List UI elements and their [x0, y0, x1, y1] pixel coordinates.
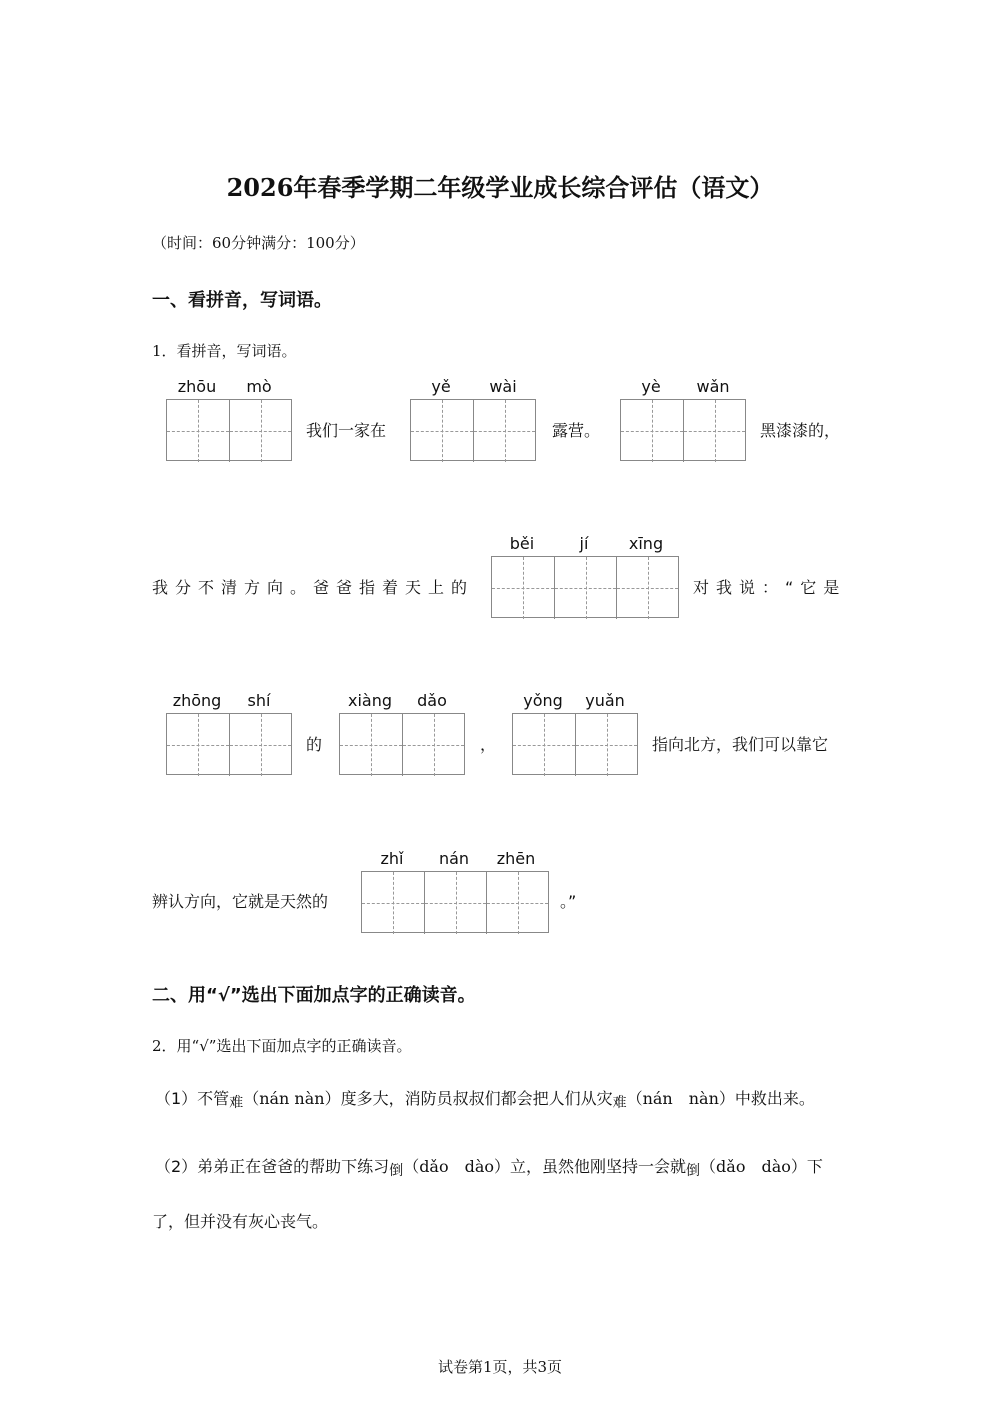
passage-text: 辨认方向，它就是天然的	[152, 892, 329, 911]
writing-cell[interactable]	[229, 400, 291, 462]
section-2-heading: 二、用“√”选出下面加点字的正确读音。	[152, 985, 476, 1006]
section-1-heading: 一、看拼音，写词语。	[152, 290, 332, 311]
writing-cell[interactable]	[486, 872, 548, 934]
writing-cell[interactable]	[683, 400, 745, 462]
question-2-item-1	[155, 1086, 815, 1109]
pinyin: zhǐ	[380, 849, 404, 868]
passage-text: 黑漆漆的，	[760, 421, 841, 440]
pinyin: yè	[641, 377, 661, 396]
pinyin: zhōu	[177, 377, 217, 396]
dotted-char: 难	[612, 1095, 627, 1111]
pinyin: mò	[246, 377, 272, 396]
pinyin: nán	[438, 849, 470, 868]
answer-box-yewai[interactable]	[410, 399, 536, 461]
item-text: （dǎo dào）立，虽然他刚坚持一会就	[403, 1157, 687, 1176]
pinyin: wǎn	[696, 377, 730, 396]
passage-text: ，	[480, 735, 497, 754]
pinyin: běi	[509, 534, 535, 553]
answer-box-zhongshi[interactable]	[166, 713, 292, 775]
writing-cell[interactable]	[411, 400, 473, 462]
pinyin: yě	[431, 377, 451, 396]
pinyin: shí	[247, 691, 271, 710]
dotted-char: 倒	[389, 1163, 404, 1179]
writing-cell[interactable]	[402, 714, 464, 776]
passage-text: 指向北方，我们可以靠它	[652, 735, 829, 754]
pinyin: dǎo	[417, 691, 447, 710]
item-text: （2）弟弟正在爸爸的帮助下练习	[155, 1157, 390, 1176]
item-text: （1）不管	[155, 1089, 230, 1108]
writing-cell[interactable]	[513, 714, 575, 776]
writing-cell[interactable]	[362, 872, 424, 934]
writing-cell[interactable]	[229, 714, 291, 776]
pinyin: jí	[579, 534, 589, 553]
passage-text: 。”	[560, 892, 577, 911]
dotted-char: 难	[229, 1095, 244, 1111]
answer-box-yongyuan[interactable]	[512, 713, 638, 775]
answer-box-yewan[interactable]	[620, 399, 746, 461]
page-title: 2026年春季学期二年级学业成长综合评估（语文）	[226, 173, 774, 202]
dotted-char: 倒	[686, 1163, 701, 1179]
answer-box-zhinanzhen[interactable]	[361, 871, 549, 933]
question-2-item-2	[155, 1154, 823, 1177]
question-2-prompt: 2．用“√”选出下面加点字的正确读音。	[152, 1037, 412, 1055]
item-text: （nán nàn）度多大，消防员叔叔们都会把人们从灾	[243, 1089, 613, 1108]
passage-text: 对我说：“它是	[693, 578, 847, 597]
passage-text: 的	[306, 735, 323, 754]
writing-cell[interactable]	[621, 400, 683, 462]
item-text: （dǎo dào）下	[700, 1157, 823, 1176]
writing-cell[interactable]	[616, 557, 678, 619]
passage-text: 露营。	[552, 421, 601, 440]
question-2-item-2-continued: 了，但并没有灰心丧气。	[152, 1212, 329, 1231]
writing-cell[interactable]	[424, 872, 486, 934]
writing-cell[interactable]	[340, 714, 402, 776]
pinyin: xiàng	[347, 691, 392, 710]
writing-cell[interactable]	[167, 714, 229, 776]
passage-text: 我分不清方向。爸爸指着天上的	[152, 578, 475, 597]
pinyin: wài	[489, 377, 517, 396]
question-1-prompt: 1．看拼音，写词语。	[152, 342, 297, 360]
item-text: （nán nàn）中救出来。	[626, 1089, 815, 1108]
pinyin: yǒng	[523, 691, 563, 710]
pinyin: xīng	[628, 534, 664, 553]
writing-cell[interactable]	[554, 557, 616, 619]
answer-box-beijixing[interactable]	[491, 556, 679, 618]
answer-box-zhoumo[interactable]	[166, 399, 292, 461]
pinyin: zhōng	[172, 691, 222, 710]
writing-cell[interactable]	[492, 557, 554, 619]
writing-cell[interactable]	[167, 400, 229, 462]
answer-box-xiangdao[interactable]	[339, 713, 465, 775]
pinyin: zhēn	[496, 849, 536, 868]
exam-info: （时间：60分钟满分：100分）	[152, 234, 365, 252]
pinyin: yuǎn	[585, 691, 625, 710]
page-footer: 试卷第1页，共3页	[437, 1358, 563, 1376]
writing-cell[interactable]	[473, 400, 535, 462]
passage-text: 我们一家在	[306, 421, 387, 440]
writing-cell[interactable]	[575, 714, 637, 776]
